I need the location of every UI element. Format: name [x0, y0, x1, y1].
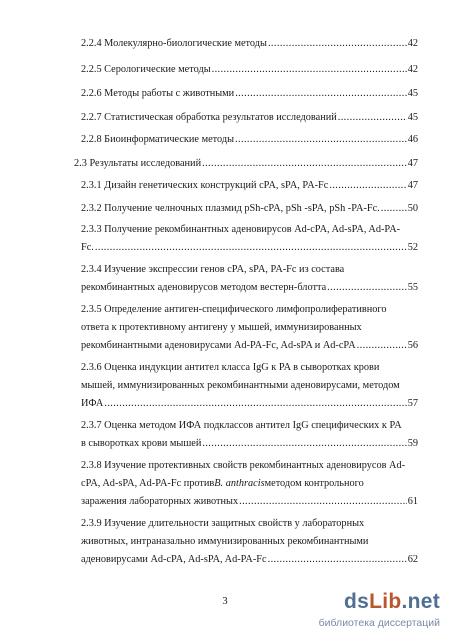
toc-entry-2-3-7-line2[interactable]	[81, 437, 418, 450]
dot-leader	[104, 397, 406, 410]
watermark-logo	[318, 590, 440, 632]
toc-entry-2-3-4-line1[interactable]	[81, 263, 418, 276]
toc-entry-title-cont: рекомбинантными аденовирусами Ad-PA-Fc, Ad-sPA и Ad-cPA	[81, 340, 356, 351]
toc-entry-2-3-3-line1[interactable]	[81, 223, 418, 236]
toc-entry-title: 2.3.7 Оценка методом ИФА подклассов антител IgG специфических к PA	[81, 420, 402, 431]
toc-page-number: 62	[407, 554, 418, 565]
toc-entry-2-3-6-line3[interactable]	[81, 397, 418, 410]
toc-entry-2-3-3-line2[interactable]	[81, 241, 418, 254]
toc-entry-2-3-5-line3[interactable]	[81, 339, 418, 352]
dot-leader	[268, 37, 407, 50]
toc-entry-2-3-6-line1[interactable]	[81, 361, 418, 374]
toc-entry-2-3-5-line1[interactable]	[81, 303, 418, 316]
toc-entry-2-2-5[interactable]	[81, 63, 418, 76]
toc-page-number: 57	[407, 398, 418, 409]
toc-entry-title: 2.3.1 Дизайн генетических конструкций cPA, sPA, PA-Fc	[81, 180, 329, 191]
dot-leader	[327, 281, 407, 294]
toc-entry-2-3-5-line2[interactable]	[81, 321, 418, 334]
dot-leader	[338, 111, 407, 124]
toc-entry-2-3-9-line2[interactable]	[81, 535, 418, 548]
toc-entry-title-cont: рекомбинантных аденовирусов методом вестерн-блотта	[81, 282, 327, 293]
toc-entry-2-3-7-line1[interactable]	[81, 419, 418, 432]
toc-page-number: 45	[407, 112, 418, 123]
toc-page-number: 55	[407, 282, 418, 293]
toc-entry-title: 2.3.4 Изучение экспрессии генов cPA, sPA, PA-Fc из состава	[81, 264, 345, 275]
toc-entry-title-cont: мышей, иммунизированных рекомбинантными аденовирусами, методом	[81, 380, 400, 391]
toc-entry-2-3-8-line3[interactable]	[81, 495, 418, 508]
dot-leader	[202, 157, 407, 170]
toc-entry-2-2-4[interactable]	[81, 37, 418, 50]
toc-entry-2-2-6[interactable]	[81, 87, 418, 100]
toc-page-number: 42	[407, 64, 418, 75]
toc-entry-title: 2.3.6 Оценка индукции антител класса IgG к PA в сыворотках крови	[81, 362, 380, 373]
dot-leader	[381, 202, 407, 215]
toc-entry-title-cont: ИФА	[81, 398, 104, 409]
toc-entry-title-cont: животных, интраназально иммунизированных рекомбинантными	[81, 536, 369, 547]
toc-page-number: 50	[407, 203, 418, 214]
toc-entry-2-3-4-line2[interactable]	[81, 281, 418, 294]
toc-entry-title-cont: ответа к протективному антигену у мышей, иммунизированных	[81, 322, 362, 333]
toc-entry-title: 2.3 Результаты исследований	[74, 158, 202, 169]
toc-entry-title: 2.3.8 Изучение протективных свойств рекомбинантных аденовирусов Ad-	[81, 460, 406, 471]
toc-entry-2-3-8-line1[interactable]	[81, 459, 418, 472]
toc-entry-2-3-9-line3[interactable]	[81, 553, 418, 566]
toc-entry-title: 2.2.7 Статистическая обработка результатов исследований	[81, 112, 337, 123]
toc-entry-2-3-9-line1[interactable]	[81, 517, 418, 530]
dot-leader	[235, 87, 407, 100]
toc-entry-2-3[interactable]	[74, 157, 418, 170]
dot-leader	[95, 241, 407, 254]
dot-leader	[202, 437, 406, 450]
dot-leader	[212, 63, 407, 76]
toc-entry-title-cont: Fc.	[81, 242, 94, 253]
watermark-subtitle: библиотека диссертаций	[318, 617, 440, 629]
dot-leader	[235, 133, 407, 146]
toc-entry-2-3-6-line2[interactable]	[81, 379, 418, 392]
dot-leader	[329, 179, 406, 192]
toc-entry-title-cont: заражения лабораторных животных	[81, 496, 239, 507]
species-name: B. anthracis	[214, 478, 265, 489]
toc-entry-title-cont: аденовирусами Ad-cPA, Ad-sPA, Ad-PA-Fc	[81, 554, 267, 565]
toc-entry-title: 2.2.5 Серологические методы	[81, 64, 211, 75]
toc-entry-2-3-1[interactable]	[81, 179, 418, 192]
toc-entry-2-3-2[interactable]	[81, 202, 418, 215]
toc-entry-title: 2.2.6 Методы работы с животными	[81, 88, 235, 99]
toc-entry-title-cont: методом контрольного	[264, 478, 364, 489]
toc-page-number: 45	[407, 88, 418, 99]
toc-entry-2-2-8[interactable]	[81, 133, 418, 146]
toc-entry-title: 2.3.9 Изучение длительности защитных свойств у лабораторных	[81, 518, 365, 529]
toc-page-number: 52	[407, 242, 418, 253]
toc-entry-2-2-7[interactable]	[81, 111, 418, 124]
toc-entry-title: 2.3.5 Определение антиген-специфического лимфопролиферативного	[81, 304, 387, 315]
page-number: 3	[222, 596, 228, 607]
toc-entry-title-cont: в сыворотках крови мышей	[81, 438, 202, 449]
toc-page-number: 47	[407, 158, 418, 169]
dot-leader	[357, 339, 407, 352]
toc-page-number: 46	[407, 134, 418, 145]
toc-page-number: 61	[407, 496, 418, 507]
toc-entry-title: 2.2.8 Биоинформатические методы	[81, 134, 235, 145]
toc-entry-title: 2.3.2 Получение челночных плазмид pSh-cPA, pSh -sPA, pSh -PA-Fc.	[81, 203, 380, 214]
toc-page-number: 42	[407, 38, 418, 49]
toc-page-number: 56	[407, 340, 418, 351]
toc-entry-2-3-8-line2[interactable]	[81, 477, 418, 490]
toc-entry-title: 2.3.3 Получение рекомбинантных аденовирусов Ad-cPA, Ad-sPA, Ad-PA-	[81, 224, 401, 235]
watermark-brand: dsLib.net	[343, 590, 440, 613]
toc-page-number: 47	[407, 180, 418, 191]
toc-entry-title-cont: cPA, Ad-sPA, Ad-PA-Fc против	[81, 478, 215, 489]
dot-leader	[268, 553, 407, 566]
toc-page-number: 59	[407, 438, 418, 449]
toc-entry-title: 2.2.4 Молекулярно-биологические методы	[81, 38, 267, 49]
dot-leader	[239, 495, 407, 508]
